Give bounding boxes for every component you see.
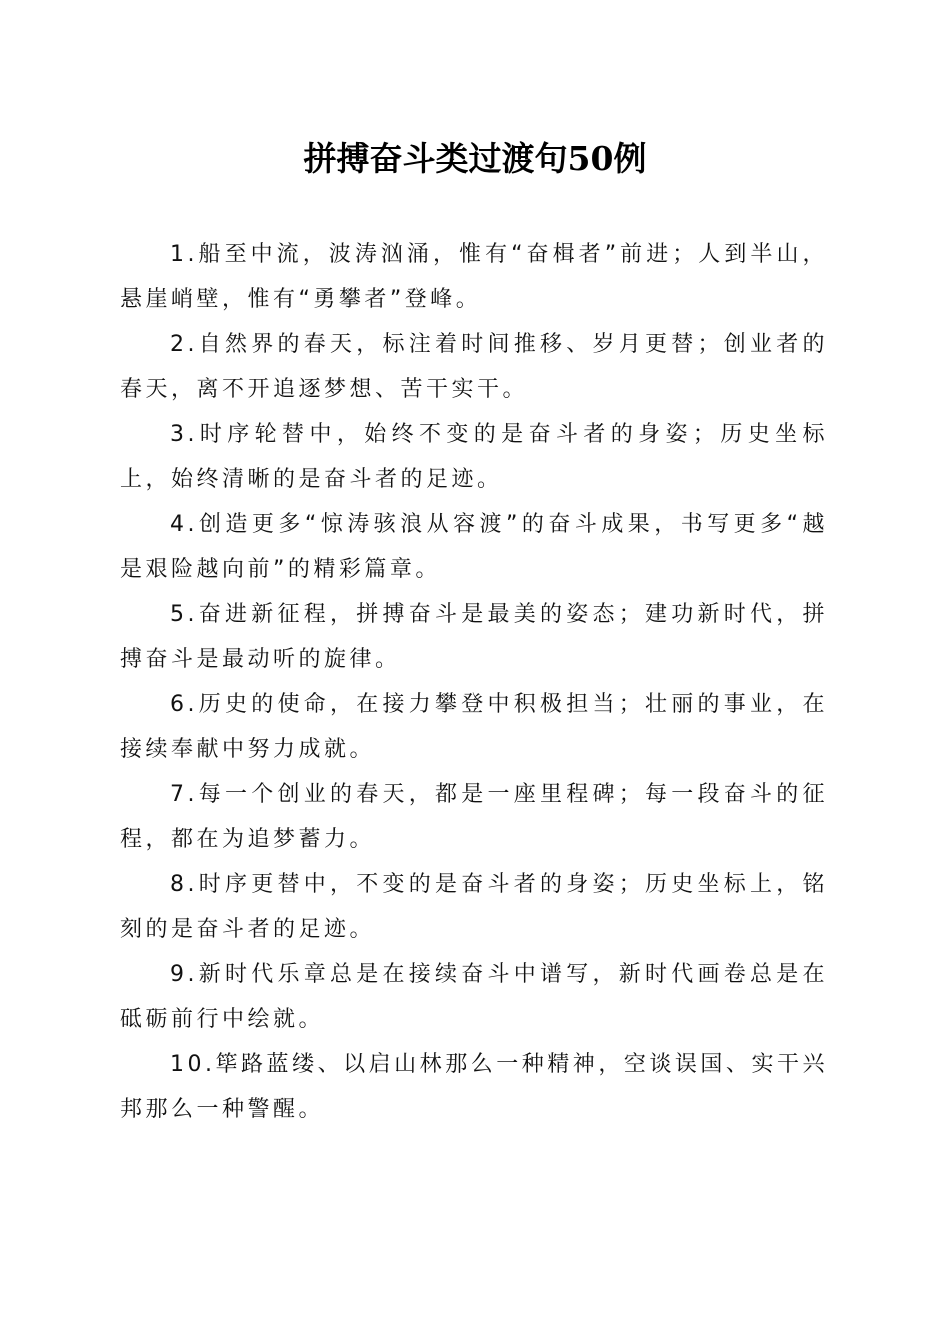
paragraph-6: 6.历史的使命，在接力攀登中积极担当；壮丽的事业，在接续奉献中努力成就。 bbox=[120, 692, 828, 762]
paragraph-7: 7.每一个创业的春天，都是一座里程碑；每一段奋斗的征程，都在为追梦蓄力。 bbox=[120, 782, 828, 852]
document-title: 拼搏奋斗类过渡句50例 bbox=[303, 139, 647, 178]
paragraph-3: 3.时序轮替中，始终不变的是奋斗者的身姿；历史坐标上，始终清晰的是奋斗者的足迹。 bbox=[120, 422, 828, 492]
paragraph-8: 8.时序更替中，不变的是奋斗者的身姿；历史坐标上，铭刻的是奋斗者的足迹。 bbox=[120, 872, 828, 942]
paragraph-5: 5.奋进新征程，拼搏奋斗是最美的姿态；建功新时代，拼搏奋斗是最动听的旋律。 bbox=[120, 602, 828, 672]
paragraph-2: 2.自然界的春天，标注着时间推移、岁月更替；创业者的春天，离不开追逐梦想、苦干实干。 bbox=[120, 332, 828, 402]
paragraph-10: 10.筚路蓝缕、以启山林那么一种精神，空谈误国、实干兴邦那么一种警醒。 bbox=[120, 1052, 828, 1122]
document-body bbox=[120, 232, 828, 1132]
paragraph-4: 4.创造更多“惊涛骇浪从容渡”的奋斗成果，书写更多“越是艰险越向前”的精彩篇章。 bbox=[120, 512, 828, 582]
paragraph-9: 9.新时代乐章总是在接续奋斗中谱写，新时代画卷总是在砥砺前行中绘就。 bbox=[120, 962, 828, 1032]
paragraph-1: 1.船至中流，波涛汹涌，惟有“奋楫者”前进；人到半山，悬崖峭壁，惟有“勇攀者”登峰。 bbox=[120, 242, 828, 312]
